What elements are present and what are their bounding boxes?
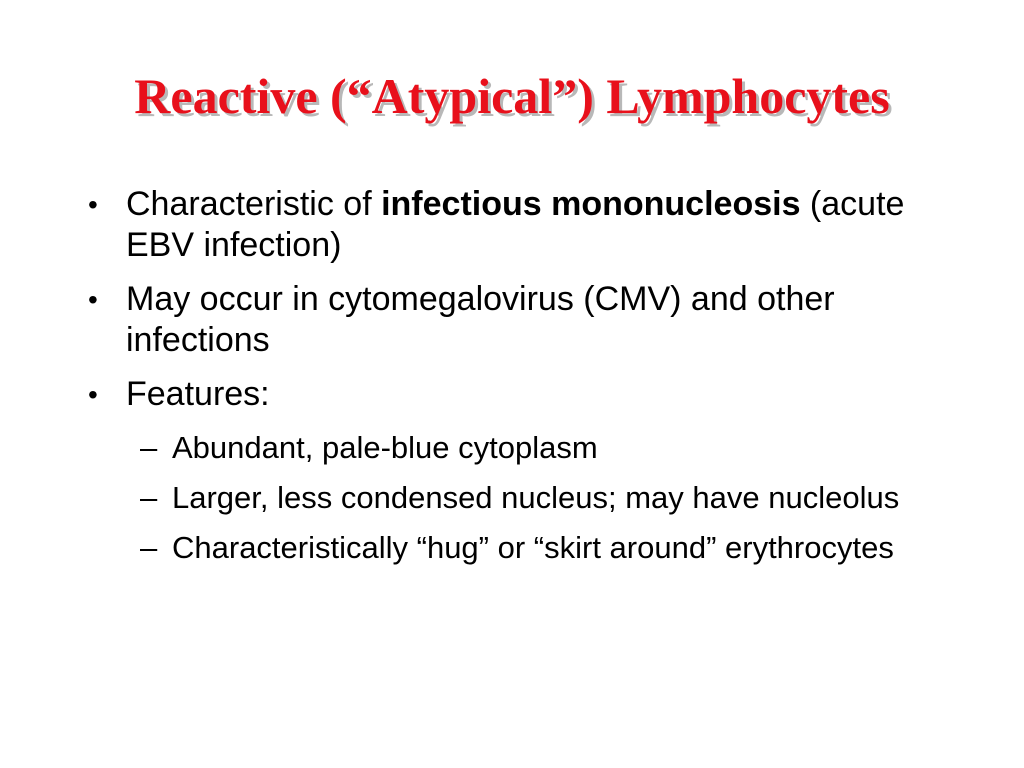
bullet-text-bold: infectious mononucleosis (381, 185, 801, 223)
slide-body (88, 184, 948, 578)
sub-bullet-marker: – (140, 430, 158, 465)
bullet-text-part: Characteristic of (126, 185, 382, 223)
sub-bullet-item (140, 428, 948, 467)
bullet-text-part: (acute EBV infection) (126, 185, 905, 264)
slide-title: Reactive (“Atypical”) Lymphocytes (134, 68, 890, 124)
sub-bullet-marker: – (140, 530, 158, 565)
sub-bullet-item (140, 478, 948, 517)
bullet-item (88, 374, 948, 415)
sub-bullet-text: Larger, less condensed nucleus; may have nucleolus (172, 480, 900, 515)
bullet-marker: • (88, 379, 98, 410)
bullet-text: May occur in cytomegalovirus (CMV) and other infections (126, 280, 835, 359)
sub-bullet-text: Characteristically “hug” or “skirt around” erythrocytes (172, 530, 894, 565)
bullet-item (88, 279, 948, 361)
bullet-text: Features: (126, 375, 270, 413)
sub-bullet-marker: – (140, 480, 158, 515)
sub-bullet-text: Abundant, pale-blue cytoplasm (172, 430, 598, 465)
sub-bullet-list (88, 428, 948, 567)
sub-bullet-item (140, 528, 948, 567)
bullet-marker: • (88, 189, 98, 220)
bullet-marker: • (88, 284, 98, 315)
bullet-item (88, 184, 948, 266)
